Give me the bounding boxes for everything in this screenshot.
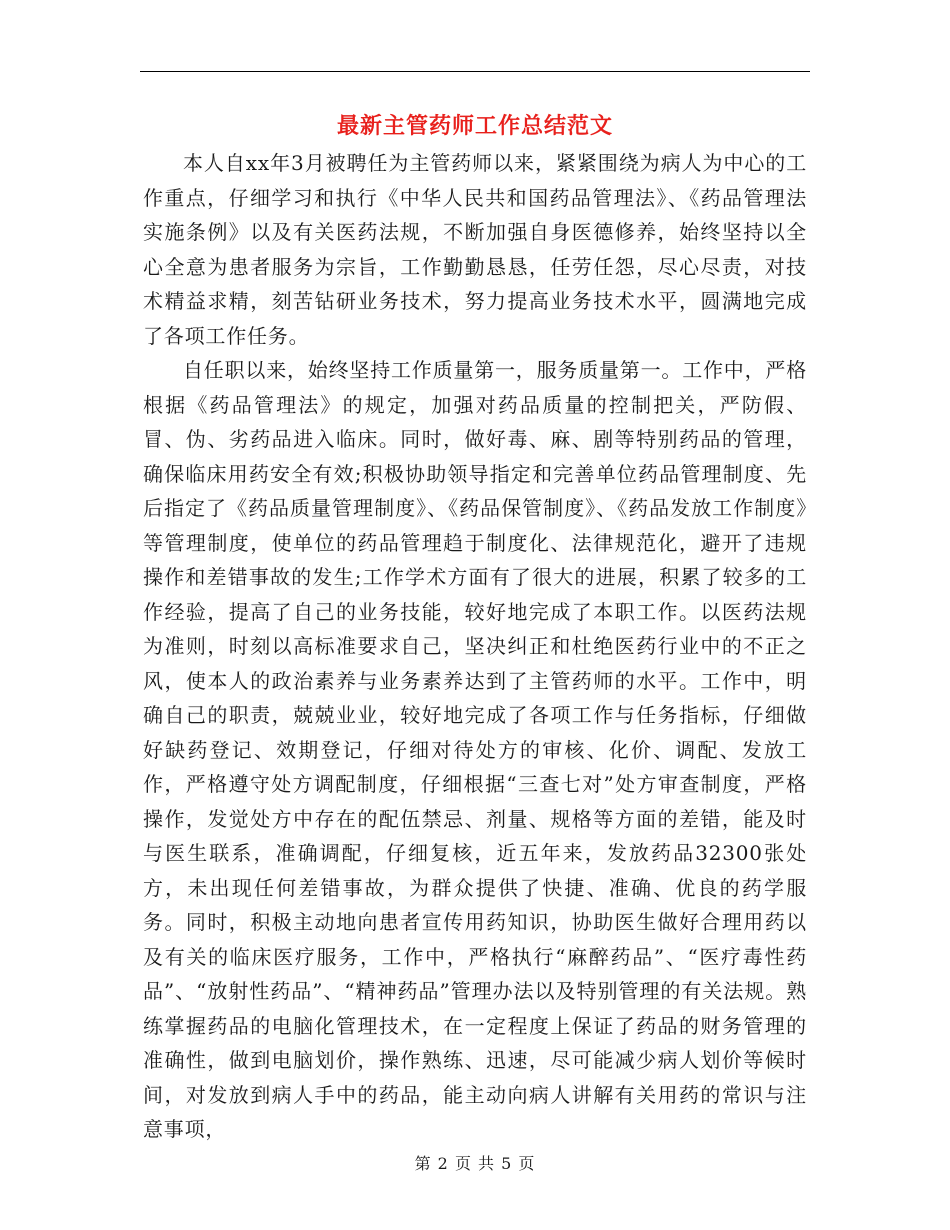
header-rule: [140, 71, 810, 72]
document-body: [143, 146, 807, 1147]
page-number: 第 2 页 共 5 页: [414, 1154, 536, 1173]
paragraph-intro: 本人自xx年3月被聘任为主管药师以来，紧紧围绕为病人为中心的工作重点，仔细学习和执行《中华人民共和国药品管理法》、《药品管理法实施条例》以及有关医药法规，不断加强自身医德修养，始终坚持以全心全意为患者服务为宗旨，工作勤勤恳恳，任劳任怨，尽心尽责，对技术精益求精，刻苦钻研业务技术，努力提高业务技术水平，圆满地完成了各项工作任务。: [143, 151, 807, 348]
paragraph-work-summary: 自任职以来，始终坚持工作质量第一，服务质量第一。工作中，严格根据《药品管理法》的规定，加强对药品质量的控制把关，严防假、冒、伪、劣药品进入临床。同时，做好毒、麻、剧等特别药品的管理，确保临床用药安全有效;积极协助领导指定和完善单位药品管理制度、先后指定了《药品质量管理制度》、《药品保管制度》、《药品发放工作制度》等管理制度，使单位的药品管理趋于制度化、法律规范化，避开了违规操作和差错事故的发生;工作学术方面有了很大的进展，积累了较多的工作经验，提高了自己的业务技能，较好地完成了本职工作。以医药法规为准则，时刻以高标准要求自己，坚决纠正和杜绝医药行业中的不正之风，使本人的政治素养与业务素养达到了主管药师的水平。工作中，明确自己的职责，兢兢业业，较好地完成了各项工作与任务指标，仔细做好缺药登记、效期登记，仔细对待处方的审核、化价、调配、发放工作，严格遵守处方调配制度，仔细根据“三查七对”处方审查制度，严格操作，发觉处方中存在的配伍禁忌、剂量、规格等方面的差错，能及时与医生联系，准确调配，仔细复核，近五年来，发放药品32300张处方，未出现任何差错事故，为群众提供了快捷、准确、优良的药学服务。同时，积极主动地向患者宣传用药知识，协助医生做好合理用药以及有关的临床医疗服务，工作中，严格执行“麻醉药品”、“医疗毒性药品”、“放射性药品”、“精神药品”管理办法以及特别管理的有关法规。熟练掌握药品的电脑化管理技术，在一定程度上保证了药品的财务管理的准确性，做到电脑划价，操作熟练、迅速，尽可能减少病人划价等候时间，对发放到病人手中的药品，能主动向病人讲解有关用药的常识与注意事项，: [143, 358, 807, 1141]
document-title: 最新主管药师工作总结范文: [336, 113, 613, 139]
